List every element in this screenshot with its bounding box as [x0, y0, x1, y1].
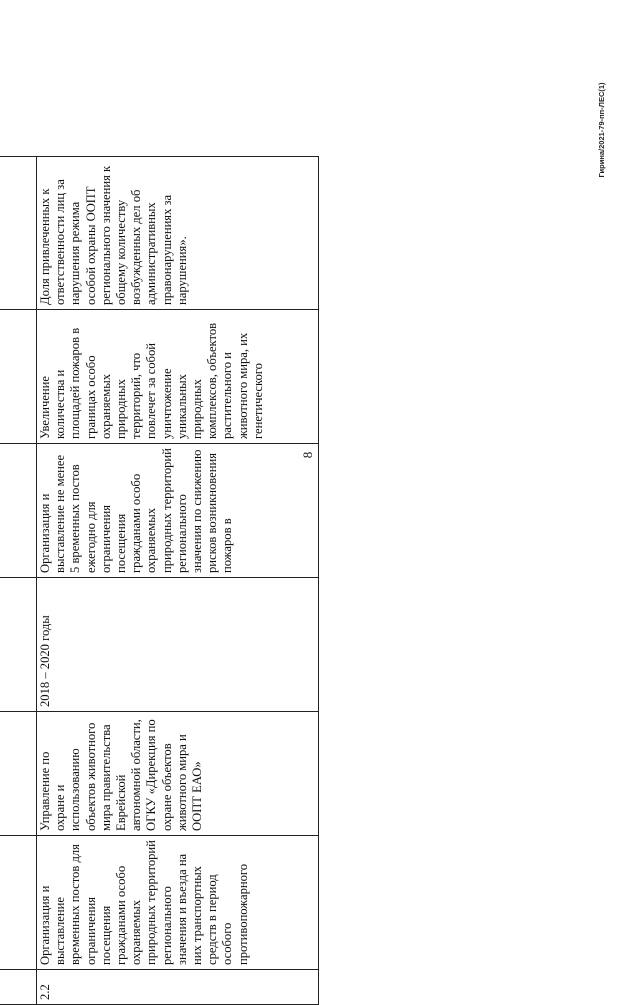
page-number: 8	[300, 451, 315, 459]
consequences-cell: Увеличение количества и площадей пожаров в границах особо охраняемых природных территорий, что повлечет за собой уничтожение уникальных природных комплексов, объектов растительного и животного мира, их генетического	[37, 310, 319, 444]
indicator-cell	[0, 157, 37, 310]
row-number-cell	[0, 970, 37, 1005]
executor-cell	[0, 712, 37, 836]
measure-name-cell: Организация и выставление временных постов для ограничения посещения гражданами особо охраняемых природных территорий регионального значения и въезда на них транспортных средств в период особого противопожарного	[37, 836, 319, 970]
measures-table	[0, 156, 319, 1005]
row-number-cell: 2.2	[37, 970, 319, 1005]
expected-result-cell: Организация и выставление не менее 5 временных постов ежегодно для ограничения посещения гражданами особо охраняемых природных территорий регионального значения по снижению рисков возникновения пожаров в	[37, 444, 319, 578]
table-row	[37, 157, 319, 1005]
document-stamp: Гирина/2021-79-пп-ЛЕС(1)	[597, 82, 606, 178]
term-cell: 2018 – 2020 годы	[37, 578, 319, 712]
expected-result-cell	[0, 444, 37, 578]
rotated-table-container	[0, 165, 319, 1005]
indicator-cell: Доля привлеченных к ответственности лиц за нарушения режима особой охраны ООПТ регионального значения к общему количеству возбужденных дел об административных правонарушениях за нарушения».	[37, 157, 319, 310]
term-cell	[0, 578, 37, 712]
executor-cell: Управление по охране и использованию объектов животного мира правительства Еврейской автономной области, ОГКУ «Дирекция по охране объектов животного мира и ООПТ ЕАО»	[37, 712, 319, 836]
consequences-cell	[0, 310, 37, 444]
table-row	[0, 157, 37, 1005]
measure-name-cell	[0, 836, 37, 970]
